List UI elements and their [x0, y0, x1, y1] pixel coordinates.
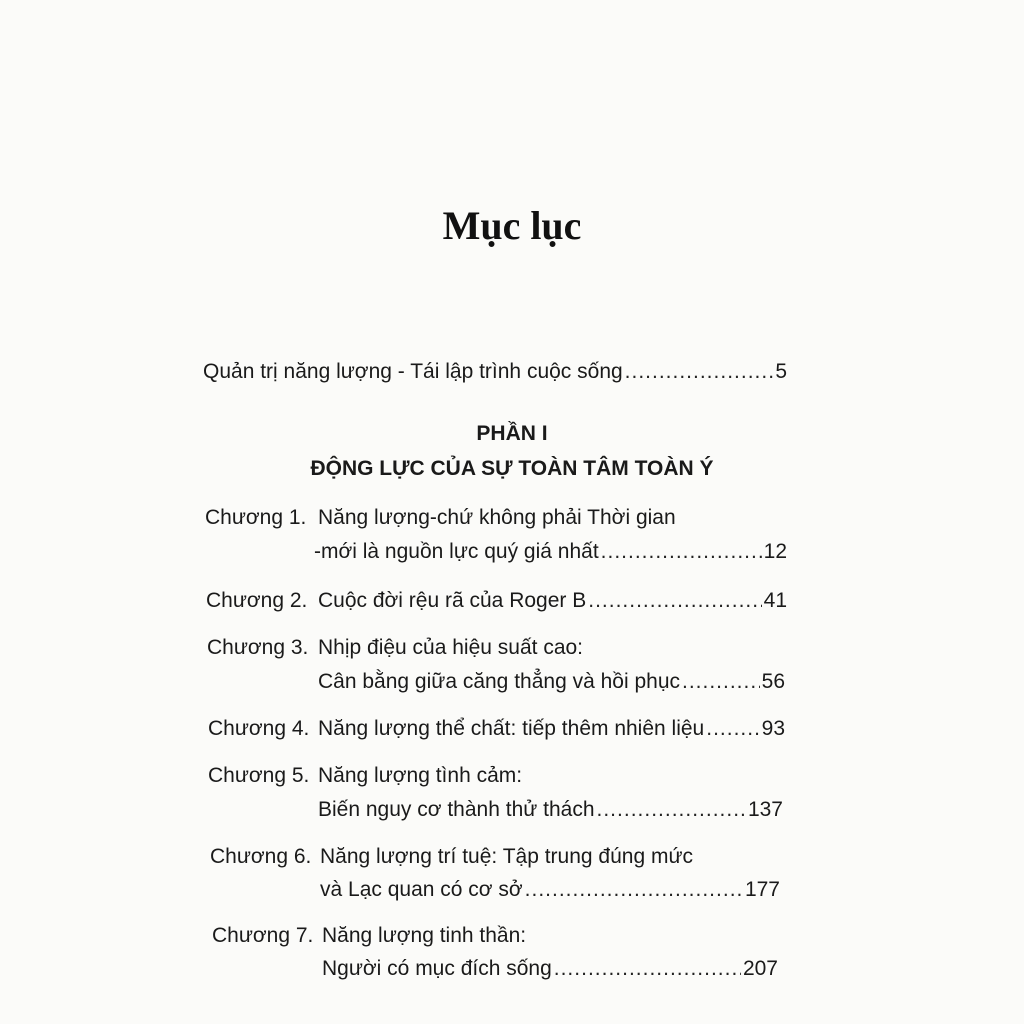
toc-leader-dots — [588, 587, 761, 615]
chapter-title-line: Năng lượng tình cảm: — [318, 764, 523, 787]
chapter-title-line: Người có mục đích sống — [322, 957, 552, 980]
chapter-title-line: Năng lượng-chứ không phải Thời gian — [318, 506, 676, 529]
toc-leader-dots — [625, 358, 774, 386]
toc-leader-dots — [554, 955, 741, 983]
toc-page-number: 5 — [775, 360, 787, 383]
toc-entry-intro — [203, 358, 787, 386]
chapter-title-line: -mới là nguồn lực quý giá nhất — [314, 540, 599, 563]
chapter-entry-3 — [318, 668, 785, 696]
chapter-label: Chương 5. — [208, 764, 310, 787]
chapter-entry-1 — [314, 538, 787, 566]
toc-page-number: 12 — [763, 540, 787, 563]
chapter-title-line: và Lạc quan có cơ sở — [320, 878, 523, 901]
chapter-title-line: Năng lượng tinh thần: — [322, 924, 527, 947]
toc-leader-dots — [601, 538, 762, 566]
chapter-label: Chương 7. — [212, 924, 314, 947]
chapter-entry-6 — [320, 876, 780, 904]
chapter-label: Chương 2. — [206, 589, 308, 612]
toc-page-number: 137 — [747, 798, 783, 821]
chapter-title-line: Năng lượng thể chất: tiếp thêm nhiên liệu — [318, 717, 705, 740]
toc-page-number: 207 — [742, 957, 778, 980]
chapter-label: Chương 3. — [207, 636, 309, 659]
page-title: Mục lục — [442, 203, 582, 248]
chapter-label: Chương 6. — [210, 845, 312, 868]
chapter-title-line: Cân bằng giữa căng thẳng và hồi phục — [318, 670, 680, 693]
toc-entry-text: Quản trị năng lượng - Tái lập trình cuộc sống — [203, 360, 623, 383]
chapter-title-line: Nhịp điệu của hiệu suất cao: — [318, 636, 584, 659]
chapter-title-line: Năng lượng trí tuệ: Tập trung đúng mức — [320, 845, 694, 868]
chapter-title-line: Cuộc đời rệu rã của Roger B — [318, 589, 587, 612]
toc-leader-dots — [597, 796, 746, 824]
part-label: PHẦN I — [476, 422, 548, 445]
chapter-entry-2 — [318, 587, 787, 615]
chapter-entry-4 — [318, 715, 785, 743]
toc-leader-dots — [525, 876, 743, 904]
toc-page-number: 56 — [761, 670, 785, 693]
chapter-label: Chương 1. — [205, 506, 307, 529]
toc-page-number: 41 — [763, 589, 787, 612]
chapter-label: Chương 4. — [208, 717, 310, 740]
toc-page-number: 177 — [744, 878, 780, 901]
chapter-title-line: Biến nguy cơ thành thử thách — [318, 798, 595, 821]
toc-page-number: 93 — [761, 717, 785, 740]
toc-leader-dots — [706, 715, 759, 743]
chapter-entry-7 — [322, 955, 778, 983]
toc-leader-dots — [682, 668, 760, 696]
part-name: ĐỘNG LỰC CỦA SỰ TOÀN TÂM TOÀN Ý — [310, 457, 714, 480]
chapter-entry-5 — [318, 796, 783, 824]
